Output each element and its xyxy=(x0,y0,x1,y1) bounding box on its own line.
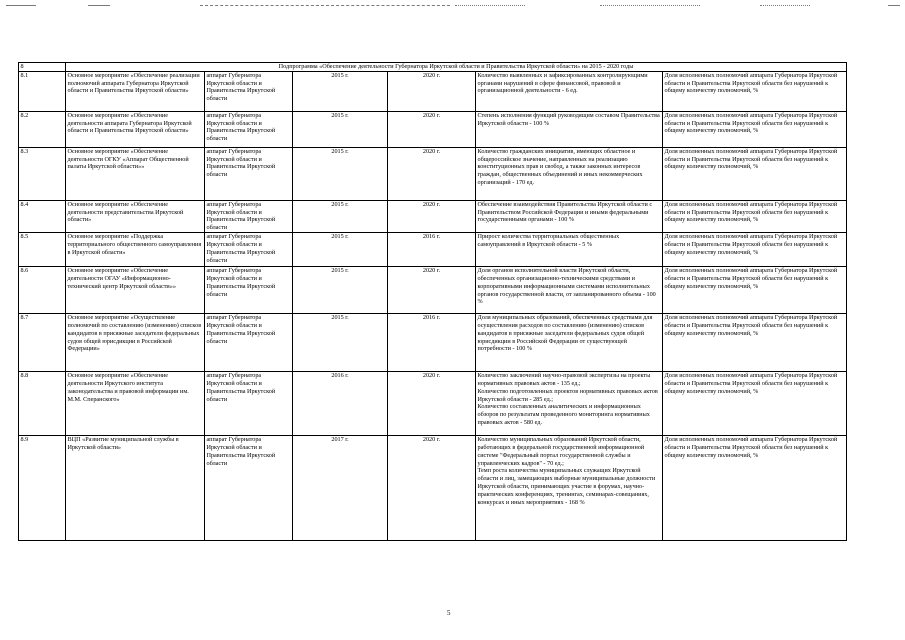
activity-name: Основное мероприятие «Обеспечение деятельности представительства Иркутской области» xyxy=(66,200,205,232)
end-year: 2020 г. xyxy=(388,111,476,147)
row-number: 8.4 xyxy=(19,200,66,232)
table-row xyxy=(19,233,847,267)
executor: аппарат Губернатора Иркутской области и Правительства Иркутской области xyxy=(205,372,293,436)
start-year: 2015 г. xyxy=(293,111,388,147)
subprogram-row xyxy=(19,63,847,72)
expected-result: Количество выявленных и зафиксированных контролирующими органами нарушений в сфере финансовой, правовой и организационной деятельности - 6 ед. xyxy=(476,71,663,111)
end-year: 2020 г. xyxy=(388,436,476,541)
row-number: 8.9 xyxy=(19,436,66,541)
executor: аппарат Губернатора Иркутской области и Правительства Иркутской области xyxy=(205,71,293,111)
expected-result: Доля органов исполнительной власти Иркутской области, обеспеченных организационно-техническими средствами и корпоративными информационными системами исполнительных органов государственной власти, от запланированного объема - 100 % xyxy=(476,267,663,314)
activity-name: Основное мероприятие «Поддержка территориального общественного самоуправления в Иркутской области» xyxy=(66,233,205,267)
row-number: 8.1 xyxy=(19,71,66,111)
table-row xyxy=(19,147,847,200)
start-year: 2016 г. xyxy=(293,372,388,436)
scan-artifact-line xyxy=(888,5,900,6)
target-indicator: Доля исполненных полномочий аппарата Губернатора Иркутской области и Правительства Иркутской области без нарушений к общему количеству полномочий, % xyxy=(663,200,847,232)
row-number: 8.2 xyxy=(19,111,66,147)
table-row xyxy=(19,111,847,147)
start-year: 2015 г. xyxy=(293,147,388,200)
page-number: 5 xyxy=(447,609,451,617)
expected-result: Количество гражданских инициатив, имеющих областное и общероссийское значение, направленных на реализацию конституционных прав и свобод, а также законных интересов граждан, общественных объединений и иных некоммерческих организаций - 170 ед. xyxy=(476,147,663,200)
subprogram-title: Подпрограмма «Обеспечение деятельности Губернатора Иркутской области и Правительства Иркутской области» на 2015 - 2020 годы xyxy=(66,63,847,72)
start-year: 2015 г. xyxy=(293,314,388,372)
executor: аппарат Губернатора Иркутской области и Правительства Иркутской области xyxy=(205,267,293,314)
target-indicator: Доля исполненных полномочий аппарата Губернатора Иркутской области и Правительства Иркутской области без нарушений к общему количеству полномочий, % xyxy=(663,436,847,541)
start-year: 2015 г. xyxy=(293,71,388,111)
table-row xyxy=(19,267,847,314)
executor: аппарат Губернатора Иркутской области и Правительства Иркутской области xyxy=(205,147,293,200)
expected-result: Количество муниципальных образований Иркутской области, работающих в федеральной государственной информационной системе "Федеральный портал государственной службы и управленческих кадров" - 70 ед.; Темп роста количества муниципальных служащих Иркутской области и лиц, замещающих выборные муниципальные должности Иркутской области, принимающих участие в форумах, научно-практических конференциях, тренингах, семинарах-совещаниях, конкурсах и иных мероприятиях - 168 % xyxy=(476,436,663,541)
table-row xyxy=(19,71,847,111)
activity-name: ВЦП «Развитие муниципальной службы в Иркутской области» xyxy=(66,436,205,541)
executor: аппарат Губернатора Иркутской области и Правительства Иркутской области xyxy=(205,436,293,541)
table-row xyxy=(19,436,847,541)
expected-result: Прирост количества территориальных общественных самоуправлений в Иркутской области - 5 % xyxy=(476,233,663,267)
activity-name: Основное мероприятие «Обеспечение деятельности Иркутского института законодательства и правовой информации им. М.М. Сперанского» xyxy=(66,372,205,436)
target-indicator: Доля исполненных полномочий аппарата Губернатора Иркутской области и Правительства Иркутской области без нарушений к общему количеству полномочий, % xyxy=(663,233,847,267)
scan-artifact-line xyxy=(88,5,110,6)
end-year: 2020 г. xyxy=(388,200,476,232)
target-indicator: Доля исполненных полномочий аппарата Губернатора Иркутской области и Правительства Иркутской области без нарушений к общему количеству полномочий, % xyxy=(663,71,847,111)
row-number: 8.8 xyxy=(19,372,66,436)
scan-artifact-line xyxy=(6,5,36,6)
activity-name: Основное мероприятие «Обеспечение деятельности ОГКУ «Аппарат Общественной палаты Иркутской области»» xyxy=(66,147,205,200)
expected-result: Количество заключений научно-правовой экспертизы на проекты нормативных правовых актов - 135 ед.; Количество подготовленных проектов нормативных правовых актов Иркутской области - 285 ед.; Количество составленных аналитических и информационных обзоров по результатам проведенного мониторинга нормативных правовых актов - 580 ед. xyxy=(476,372,663,436)
activity-name: Основное мероприятие «Осуществление полномочий по составлению (изменению) списков кандидатов в присяжные заседатели федеральных судов общей юрисдикции в Российской Федерации» xyxy=(66,314,205,372)
table-row xyxy=(19,200,847,232)
scan-artifact-line xyxy=(600,5,700,6)
row-number: 8.5 xyxy=(19,233,66,267)
expected-result: Обеспечение взаимодействия Правительства Иркутской области с Правительством Российской Федерации и иными федеральными государственными органами - 100 % xyxy=(476,200,663,232)
section-number: 8 xyxy=(19,63,66,72)
executor: аппарат Губернатора Иркутской области и Правительства Иркутской области xyxy=(205,200,293,232)
target-indicator: Доля исполненных полномочий аппарата Губернатора Иркутской области и Правительства Иркутской области без нарушений к общему количеству полномочий, % xyxy=(663,111,847,147)
target-indicator: Доля исполненных полномочий аппарата Губернатора Иркутской области и Правительства Иркутской области без нарушений к общему количеству полномочий, % xyxy=(663,147,847,200)
scan-artifact-line xyxy=(455,5,525,6)
target-indicator: Доля исполненных полномочий аппарата Губернатора Иркутской области и Правительства Иркутской области без нарушений к общему количеству полномочий, % xyxy=(663,314,847,372)
executor: аппарат Губернатора Иркутской области и Правительства Иркутской области xyxy=(205,233,293,267)
activity-name: Основное мероприятие «Обеспечение деятельности аппарата Губернатора Иркутской области и Правительства Иркутской области» xyxy=(66,111,205,147)
end-year: 2020 г. xyxy=(388,372,476,436)
activity-name: Основное мероприятие «Обеспечение деятельности ОГАУ «Информационно-технический центр Иркутской области»» xyxy=(66,267,205,314)
end-year: 2020 г. xyxy=(388,147,476,200)
row-number: 8.3 xyxy=(19,147,66,200)
target-indicator: Доля исполненных полномочий аппарата Губернатора Иркутской области и Правительства Иркутской области без нарушений к общему количеству полномочий, % xyxy=(663,372,847,436)
end-year: 2016 г. xyxy=(388,233,476,267)
target-indicator: Доля исполненных полномочий аппарата Губернатора Иркутской области и Правительства Иркутской области без нарушений к общему количеству полномочий, % xyxy=(663,267,847,314)
row-number: 8.6 xyxy=(19,267,66,314)
program-table xyxy=(18,62,847,541)
activity-name: Основное мероприятие «Обеспечение реализации полномочий аппарата Губернатора Иркутской области и Правительства Иркутской области» xyxy=(66,71,205,111)
end-year: 2016 г. xyxy=(388,314,476,372)
row-number: 8.7 xyxy=(19,314,66,372)
start-year: 2017 г. xyxy=(293,436,388,541)
end-year: 2020 г. xyxy=(388,267,476,314)
table-row xyxy=(19,372,847,436)
executor: аппарат Губернатора Иркутской области и Правительства Иркутской области xyxy=(205,111,293,147)
start-year: 2015 г. xyxy=(293,267,388,314)
start-year: 2015 г. xyxy=(293,200,388,232)
scan-artifact-line xyxy=(200,5,450,6)
end-year: 2020 г. xyxy=(388,71,476,111)
scan-artifact-line xyxy=(760,5,810,6)
executor: аппарат Губернатора Иркутской области и Правительства Иркутской области xyxy=(205,314,293,372)
table-row xyxy=(19,314,847,372)
expected-result: Доля муниципальных образований, обеспеченных средствами для осуществления расходов по составлению (изменению) списков кандидатов в присяжные заседатели федеральных судов общей юрисдикции в Российской Федерации от существующей потребности - 100 % xyxy=(476,314,663,372)
start-year: 2015 г. xyxy=(293,233,388,267)
expected-result: Степень исполнения функций руководящим составом Правительства Иркутской области - 100 % xyxy=(476,111,663,147)
